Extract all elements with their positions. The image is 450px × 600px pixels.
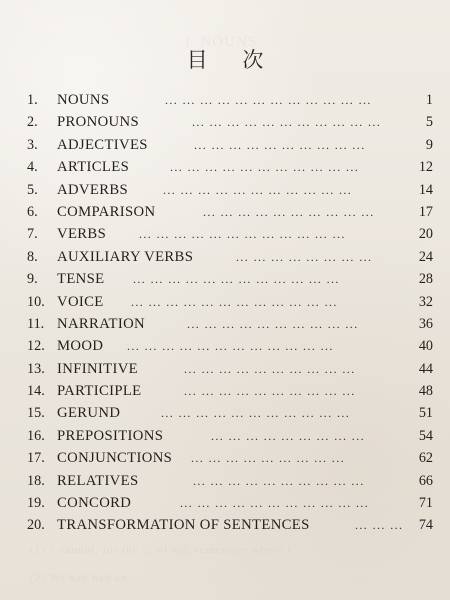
entry-number: 15. xyxy=(27,405,45,422)
entry-title: ARTICLES xyxy=(57,159,130,176)
contents-entry xyxy=(27,179,433,201)
dot-leader: ... ... ... ... ... ... ... ... ... xyxy=(211,428,365,443)
entry-number: 6. xyxy=(27,203,38,220)
entry-page-number: 28 xyxy=(418,271,433,288)
entry-page-number: 74 xyxy=(418,517,433,534)
entry-page-number: 66 xyxy=(418,472,433,489)
entry-title: AUXILIARY VERBS xyxy=(57,248,194,265)
entry-title: TENSE xyxy=(57,271,105,288)
dot-leader: ... ... ... ... ... ... ... ... ... ... ... xyxy=(192,115,382,130)
entry-page-number: 20 xyxy=(418,226,433,243)
dot-leader: ... ... ... ... ... ... ... ... ... ... ... xyxy=(161,406,351,421)
entry-title: ADJECTIVES xyxy=(57,136,148,153)
dot-leader: ... ... ... ... ... ... ... ... ... ... xyxy=(184,384,356,399)
contents-entry xyxy=(27,246,433,268)
entry-title: GERUND xyxy=(57,405,121,422)
dot-leader: ... ... ... ... ... ... ... ... ... ... xyxy=(184,361,356,376)
dot-leader: ... ... ... ... ... ... ... ... ... ... ... ... xyxy=(127,339,334,354)
contents-entry xyxy=(27,223,433,245)
entry-title: PREPOSITIONS xyxy=(57,427,164,444)
entry-page-number: 36 xyxy=(418,315,433,332)
entry-title: NOUNS xyxy=(57,92,110,108)
dot-leader: ... ... ... ... ... ... ... ... xyxy=(236,249,373,264)
contents-entry xyxy=(27,111,433,133)
faint-show-through-text: (2) We had had an ... xyxy=(30,572,143,584)
entry-page-number: 51 xyxy=(418,405,433,422)
entry-page-number: 40 xyxy=(418,338,433,355)
entry-title: PARTICIPLE xyxy=(57,383,142,400)
entry-number: 13. xyxy=(27,360,45,377)
entry-page-number: 24 xyxy=(418,248,433,265)
contents-entry xyxy=(27,492,433,514)
entry-number: 19. xyxy=(27,495,45,512)
entry-page-number: 44 xyxy=(418,360,433,377)
dot-leader: ... ... ... ... ... ... ... ... ... ... ... xyxy=(163,182,353,197)
contents-entry xyxy=(27,402,433,424)
entry-number: 18. xyxy=(27,472,45,489)
entry-number: 16. xyxy=(27,427,45,444)
entry-title: COMPARISON xyxy=(57,203,156,220)
entry-number: 12. xyxy=(27,338,45,355)
dot-leader: ... ... ... ... ... ... ... ... ... ... ... xyxy=(170,160,360,175)
entry-page-number: 5 xyxy=(425,114,433,131)
entry-title: CONJUNCTIONS xyxy=(57,450,173,467)
entry-page-number: 17 xyxy=(418,203,433,220)
dot-leader: ... ... ... ... ... ... ... ... ... ... xyxy=(193,473,365,488)
dot-leader: ... ... ... ... ... ... ... ... ... ... ... ... xyxy=(133,272,340,287)
faint-show-through-heading: I. NOUNS xyxy=(185,34,258,50)
entry-number: 3. xyxy=(27,136,38,153)
entry-page-number: 62 xyxy=(418,450,433,467)
entry-page-number: 9 xyxy=(425,136,433,153)
faint-show-through-text: (1) 1 cannot, for the ... of me, remember where I xyxy=(30,544,292,556)
entry-page-number: 14 xyxy=(418,181,433,198)
entry-page-number: 32 xyxy=(418,293,433,310)
dot-leader: ... ... ... ... ... ... ... ... ... ... xyxy=(203,204,375,219)
dot-leader: ... ... ... ... ... ... ... ... ... ... xyxy=(187,316,359,331)
entry-number: 1. xyxy=(27,92,38,108)
contents-entry xyxy=(27,514,433,536)
entry-title: INFINITIVE xyxy=(57,360,138,377)
entry-number: 20. xyxy=(27,517,45,534)
contents-entry xyxy=(27,380,433,402)
entry-title: PRONOUNS xyxy=(57,114,139,131)
contents-entry xyxy=(27,447,433,469)
dot-leader: ... ... ... ... ... ... ... ... ... xyxy=(191,451,345,466)
entry-page-number: 54 xyxy=(418,427,433,444)
contents-entry xyxy=(27,313,433,335)
entry-number: 7. xyxy=(27,226,38,243)
entry-page-number: 12 xyxy=(418,159,433,176)
entry-title: VERBS xyxy=(57,226,107,243)
dot-leader: ... ... ... ... ... ... ... ... ... ... ... xyxy=(180,496,370,511)
contents-entry xyxy=(27,134,433,156)
entry-number: 9. xyxy=(27,271,38,288)
contents-entry xyxy=(27,425,433,447)
dot-leader: ... ... ... ... ... ... ... ... ... ... ... ... xyxy=(131,294,338,309)
contents-entry xyxy=(27,291,433,313)
entry-number: 8. xyxy=(27,248,38,265)
contents-entry xyxy=(27,89,433,111)
contents-list xyxy=(27,89,433,537)
contents-entry xyxy=(27,358,433,380)
entry-title: ADVERBS xyxy=(57,181,129,198)
entry-title: CONCORD xyxy=(57,495,132,512)
contents-entry xyxy=(27,268,433,290)
dot-leader: ... ... ... ... ... ... ... ... ... ... xyxy=(194,137,366,152)
entry-number: 10. xyxy=(27,293,45,310)
entry-title: RELATIVES xyxy=(57,472,139,489)
entry-title: MOOD xyxy=(57,338,104,355)
dot-leader: ... ... ... ... ... ... ... ... ... ... ... ... xyxy=(165,93,372,107)
entry-number: 5. xyxy=(27,181,38,198)
contents-entry xyxy=(27,156,433,178)
entry-title: TRANSFORMATION OF SENTENCES xyxy=(57,517,310,534)
entry-page-number: 48 xyxy=(418,383,433,400)
entry-page-number: 71 xyxy=(418,495,433,512)
entry-title: VOICE xyxy=(57,293,104,310)
page-title: 目 次 xyxy=(186,48,278,72)
entry-number: 2. xyxy=(27,114,38,131)
contents-entry xyxy=(27,335,433,357)
entry-number: 4. xyxy=(27,159,38,176)
dot-leader: ... ... ... ... ... ... ... ... ... ... ... ... xyxy=(139,227,346,242)
entry-title: NARRATION xyxy=(57,315,146,332)
entry-page-number: 1 xyxy=(425,92,433,108)
contents-entry xyxy=(27,470,433,492)
contents-entry xyxy=(27,201,433,223)
dot-leader: ... ... ... xyxy=(355,518,404,533)
entry-number: 11. xyxy=(27,315,45,332)
entry-number: 14. xyxy=(27,383,45,400)
entry-number: 17. xyxy=(27,450,45,467)
